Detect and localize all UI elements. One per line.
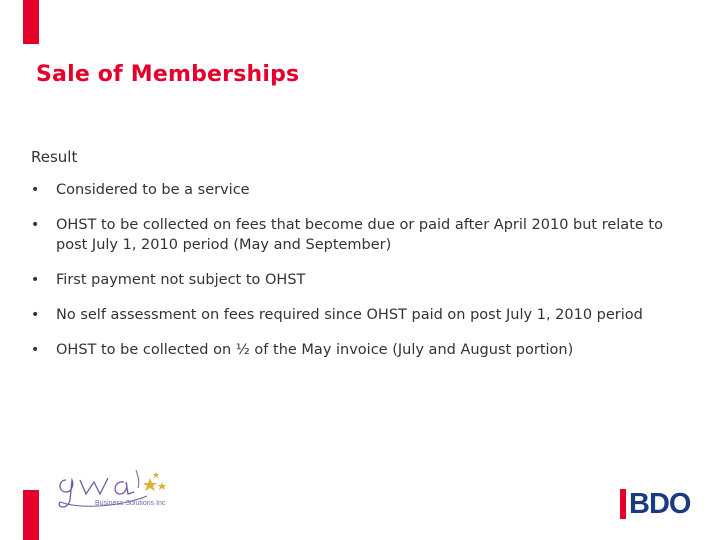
- bullet-marker: •: [31, 307, 40, 323]
- list-item: [31, 215, 681, 255]
- list-item: [31, 340, 681, 360]
- list-item: [31, 270, 681, 290]
- list-item: [31, 305, 681, 325]
- star-icon: [143, 478, 157, 491]
- bdo-logo-bar: [620, 489, 626, 519]
- gwa-tagline: Business Solutions Inc: [95, 500, 166, 507]
- accent-bar-bottom: [23, 490, 39, 540]
- bullet-text: OHST to be collected on fees that become due or paid after April 2010 but relate to post July 1, 2010 period (May and September): [56, 217, 663, 253]
- bdo-logo: [620, 486, 690, 522]
- bullet-text: No self assessment on fees required since OHST paid on post July 1, 2010 period: [56, 307, 643, 323]
- star-icon: [153, 472, 159, 478]
- accent-bar-top: [23, 0, 39, 44]
- bullet-marker: •: [31, 272, 40, 288]
- bullet-list: [31, 180, 681, 375]
- list-item: [31, 180, 681, 200]
- section-heading: Result: [31, 148, 78, 166]
- bullet-text: OHST to be collected on ½ of the May invoice (July and August portion): [56, 342, 574, 358]
- bullet-marker: •: [31, 342, 40, 358]
- bullet-marker: •: [31, 182, 40, 198]
- bdo-logo-text: BDO: [629, 488, 691, 520]
- star-icon: [158, 482, 166, 490]
- page-title: Sale of Memberships: [36, 62, 300, 87]
- bullet-text: First payment not subject to OHST: [56, 272, 306, 288]
- bullet-text: Considered to be a service: [56, 182, 250, 198]
- bullet-marker: •: [31, 217, 40, 233]
